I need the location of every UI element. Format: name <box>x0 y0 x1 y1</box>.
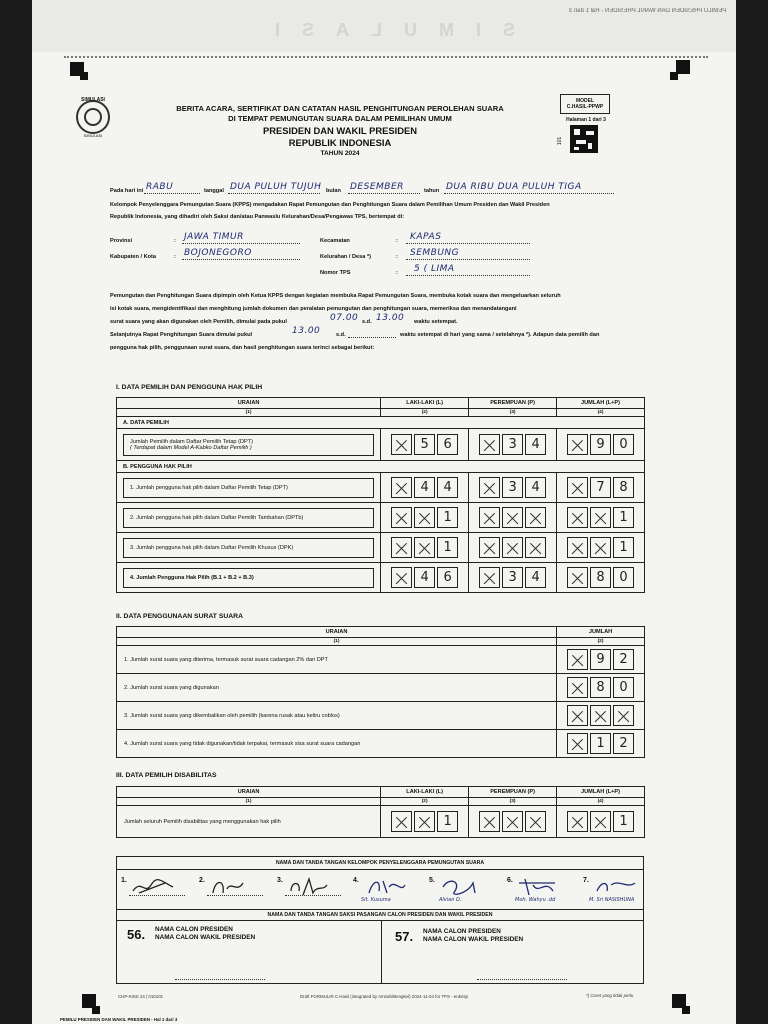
signature-icon <box>131 877 175 897</box>
body-line-3b: waktu setempat. <box>414 319 458 325</box>
digit-box: 8 <box>613 477 634 498</box>
digit-box: 4 <box>414 477 435 498</box>
sd-2: s.d. <box>336 332 346 338</box>
crossed-box <box>479 567 500 588</box>
candidate-1-vice: NAMA CALON WAKIL PRESIDEN <box>155 934 256 941</box>
crossed-box <box>567 434 588 455</box>
col-uraian: URAIAN <box>117 398 381 409</box>
digit-box: 4 <box>525 434 546 455</box>
digit-box: 3 <box>502 477 523 498</box>
crossed-box <box>525 507 546 528</box>
b3-row-label: 3. Jumlah pengguna hak pilih dalam Daftar Pemilih Khusus (DPK) <box>123 538 374 558</box>
box-group <box>469 809 556 834</box>
crossed-box <box>567 507 588 528</box>
registration-mark <box>682 1006 690 1014</box>
crossed-box <box>590 507 611 528</box>
crossed-box <box>613 705 634 726</box>
logo-top-text: SIMULASI <box>81 97 105 103</box>
box-group <box>381 432 468 457</box>
body-line-1: Pemungutan dan Penghitungan Suara dipimpin oleh Ketua KPPS dengan kegiatan membuka Rapat Pemungutan Suara, membuka kotak suara dan mengeluarkan seluruh <box>110 293 561 299</box>
group-b-title: B. PENGGUNA HAK PILIH <box>117 461 645 473</box>
header-line-2: DI TEMPAT PEMUNGUTAN SUARA DALAM PEMILIHAN UMUM <box>228 114 452 123</box>
crossed-box <box>590 537 611 558</box>
crossed-box <box>414 811 435 832</box>
digit-box: 4 <box>525 477 546 498</box>
box-group <box>469 535 556 560</box>
col-perempuan: PEREMPUAN (P) <box>469 398 557 409</box>
digit-box: 3 <box>502 434 523 455</box>
col-uraian: URAIAN <box>117 787 381 798</box>
box-group <box>469 505 556 530</box>
box-group <box>557 535 644 560</box>
bulan-value: DESEMBER <box>350 182 404 192</box>
box-group <box>469 565 556 590</box>
crossed-box <box>567 733 588 754</box>
logo-bottom-text: SIMULASI <box>83 133 103 138</box>
crossed-box <box>391 477 412 498</box>
box-group <box>557 703 644 728</box>
body-line-5: pengguna hak pilih, penggunaan surat suara, dan hasil penghitungan suara terinci sebagai berikut: <box>110 345 375 351</box>
tahun-value: DUA RIBU DUA PULUH TIGA <box>446 182 582 192</box>
header-line-1: BERITA ACARA, SERTIFIKAT DAN CATATAN HASIL PENGHITUNGAN PEROLEHAN SUARA <box>176 104 504 113</box>
registration-mark <box>80 72 88 80</box>
qr-number: 101 <box>557 136 564 146</box>
signer-number: 1. <box>121 877 127 884</box>
digit-box: 9 <box>590 434 611 455</box>
ballot-usage-table: URAIAN JUMLAH (1) (2) 1. Jumlah surat suara yang diterima, termasuk surat suara cadangan 2% dari DPT 9 2 2. Jumlah surat suara yang digunakan 8 0 3. Jumlah surat suara yang dikembalikan oleh pemilih (karena rusak atau keliru coblos) 4. Jumlah surat suara yang tidak digunakan/tidak terpakai, termasuk sisa surat suara cadangan 1 2 <box>116 626 645 758</box>
signature-icon <box>515 877 559 897</box>
crossed-box <box>590 705 611 726</box>
crossed-box <box>479 434 500 455</box>
digit-box: 4 <box>525 567 546 588</box>
hari-value: RABU <box>146 182 174 192</box>
signer-number: 6. <box>507 877 513 884</box>
digit-box: 5 <box>414 434 435 455</box>
body-line-4b: waktu setempat di hari yang sama / setelahnya *). Adapun data pemilih dan <box>400 332 600 338</box>
body-line-2: isi kotak suara, mengidentifikasi dan menghitung jumlah dokumen dan peralatan pemungutan dan penghitungan suara, memeriksa dan menandatangani <box>110 306 517 312</box>
group-a-title: A. DATA PEMILIH <box>117 417 645 429</box>
disability-row-label: Jumlah seluruh Pemilih disabilitas yang menggunakan hak pilih <box>117 806 381 838</box>
crossed-box <box>502 811 523 832</box>
col-jumlah: JUMLAH <box>557 627 645 638</box>
box-group <box>381 505 468 530</box>
section-3-title: III. DATA PEMILIH DISABILITAS <box>116 772 217 779</box>
b2-row-label: 2. Jumlah pengguna hak pilih dalam Daftar Pemilih Tambahan (DPTb) <box>123 508 374 528</box>
ballot-row-1-label: 1. Jumlah surat suara yang diterima, termasuk surat suara cadangan 2% dari DPT <box>117 646 557 674</box>
digit-box: 3 <box>502 567 523 588</box>
digit-box: 1 <box>613 507 634 528</box>
signer-number: 5. <box>429 877 435 884</box>
box-group <box>557 432 644 457</box>
kelurahan-label: Kelurahan / Desa *) <box>320 254 371 260</box>
crossed-box <box>567 677 588 698</box>
header-line-5: TAHUN 2024 <box>320 150 360 157</box>
provinsi-label: Provinsi <box>110 238 133 244</box>
bulan-label: bulan <box>326 188 341 194</box>
ballot-row-3-label: 3. Jumlah surat suara yang dikembalikan oleh pemilih (karena rusak atau keliru coblos) <box>117 702 557 730</box>
crossed-box <box>414 507 435 528</box>
candidate-1-president: NAMA CALON PRESIDEN <box>155 926 233 933</box>
crossed-box <box>391 811 412 832</box>
crossed-box <box>567 477 588 498</box>
crossed-box <box>567 567 588 588</box>
tps-label: Nomor TPS <box>320 270 351 276</box>
signer-name: Moh. Wahyu .dd <box>515 897 556 903</box>
box-group <box>557 731 644 756</box>
signer-number: 3. <box>277 877 283 884</box>
crossed-box <box>391 507 412 528</box>
kpu-logo-icon <box>76 97 110 138</box>
digit-box: 4 <box>414 567 435 588</box>
col-laki: LAKI-LAKI (L) <box>381 787 469 798</box>
digit-box: 6 <box>437 567 458 588</box>
body-line-3a: surat suara yang akan digunakan oleh Pemilih, dimulai pada pukul <box>110 319 287 325</box>
signer-number: 2. <box>199 877 205 884</box>
kelurahan-value: SEMBUNG <box>410 248 460 258</box>
digit-box: 4 <box>437 477 458 498</box>
kecamatan-value: KAPAS <box>410 232 442 242</box>
model-code: C.HASIL-PPWP <box>566 104 604 110</box>
kecamatan-label: Kecamatan <box>320 238 350 244</box>
digit-box: 0 <box>613 434 634 455</box>
box-group <box>381 809 468 834</box>
digit-box: 1 <box>590 733 611 754</box>
box-group <box>557 647 644 672</box>
candidate-1-number: 56. <box>127 927 146 942</box>
digit-box: 8 <box>590 677 611 698</box>
start-time-2: 13.00 <box>292 326 321 336</box>
candidate-2-number: 57. <box>395 929 414 944</box>
provinsi-value: JAWA TIMUR <box>184 232 244 242</box>
tanggal-label: tanggal <box>204 188 224 194</box>
tps-value: 5 ( LIMA <box>414 264 455 274</box>
signature-section <box>116 856 644 984</box>
section-1-title: I. DATA PEMILIH DAN PENGGUNA HAK PILIH <box>116 384 263 391</box>
crossed-box <box>525 537 546 558</box>
section-2-title: II. DATA PENGGUNAAN SURAT SUARA <box>116 613 243 620</box>
sd-1: s.d. <box>362 319 372 325</box>
ballot-row-4-label: 4. Jumlah surat suara yang tidak digunakan/tidak terpakai, termasuk sisa surat suara cadangan <box>117 730 557 758</box>
footer-code: CHP-KISS 24 | 010101 <box>118 994 164 999</box>
crossed-box <box>502 507 523 528</box>
digit-box: 1 <box>437 811 458 832</box>
registration-mark <box>676 60 690 74</box>
cut-line <box>64 56 708 58</box>
ballot-row-2-label: 2. Jumlah surat suara yang digunakan <box>117 674 557 702</box>
digit-box: 1 <box>437 507 458 528</box>
digit-box: 0 <box>613 567 634 588</box>
digit-box: 1 <box>613 811 634 832</box>
crossed-box <box>479 477 500 498</box>
digit-box: 0 <box>613 677 634 698</box>
kabupaten-value: BOJONEGORO <box>184 248 252 258</box>
box-group <box>557 809 644 834</box>
top-bar <box>32 0 736 52</box>
crossed-box <box>391 537 412 558</box>
registration-mark <box>670 72 678 80</box>
signer-name: Sit. Kusuma <box>361 897 391 903</box>
digit-box: 9 <box>590 649 611 670</box>
box-group <box>557 505 644 530</box>
signer-name: M. Sri NASISHUNA <box>589 897 635 903</box>
crossed-box <box>502 537 523 558</box>
crossed-box <box>567 811 588 832</box>
signer-name: Alvian D. <box>439 897 462 903</box>
crossed-box <box>479 811 500 832</box>
digit-box: 6 <box>437 434 458 455</box>
kabupaten-label: Kabupaten / Kota <box>110 254 156 260</box>
box-group <box>381 475 468 500</box>
crossed-box <box>567 537 588 558</box>
header-line-3: PRESIDEN DAN WAKIL PRESIDEN <box>262 125 417 136</box>
model-label: MODEL <box>575 98 595 104</box>
crossed-box <box>391 567 412 588</box>
intro-paragraph-1: Kelompok Penyelenggara Pemungutan Suara (KPPS) mengadakan Rapat Pemungutan dan Penghitungan Suara dalam Pemilihan Umum Presiden dan Wakil Presiden <box>110 202 550 208</box>
voter-data-table: URAIAN LAKI-LAKI (L) PEREMPUAN (P) JUMLAH (L+P) (1) (2) (3) (4) A. DATA PEMILIH Jumlah Pemilih dalam Daftar Pemilih Tetap (DPT) ( Terdapat dalam Model A-Kabko Daftar Pemilih ) 5 6 3 4 9 0 B. PENGGUNA HAK PILIH 1. Jumlah pengguna hak pilih dalam Daftar Pemilih Tetap (DPT) 4 4 3 4 7 8 2. Jumlah pengguna hak pilih dalam Daftar Pemilih Tambahan (DPTb) 1 1 3. Jumlah pengguna hak pilih dalam Daftar Pemilih Khusus (DPK) 1 1 4. Jumlah Pengguna Hak Pilih (B.1 + B.2 + B.3) 4 6 3 4 8 0 <box>116 397 645 593</box>
digit-box: 7 <box>590 477 611 498</box>
tanggal-value: DUA PULUH TUJUH <box>230 182 322 192</box>
model-box <box>560 94 610 114</box>
col-jumlah: JUMLAH (L+P) <box>557 787 645 798</box>
footer-center: Draft FORMULIR C.Hasil (integrated by Amirah/Bengkel) 2024-11-04 for TPS - enkrisp <box>300 994 468 999</box>
box-group <box>557 565 644 590</box>
qr-code-icon <box>570 125 598 153</box>
candidate-2-president: NAMA CALON PRESIDEN <box>423 928 501 935</box>
box-group <box>469 475 556 500</box>
watermark-text: SIMULASI <box>253 20 516 40</box>
crossed-box <box>567 649 588 670</box>
hari-label: Pada hari ini <box>110 188 144 194</box>
end-time-1: 13.00 <box>376 313 405 323</box>
dpt-row-label: Jumlah Pemilih dalam Daftar Pemilih Tetap (DPT) ( Terdapat dalam Model A-Kabko Daftar Pemilih ) <box>123 434 374 456</box>
digit-box: 1 <box>613 537 634 558</box>
box-group <box>381 565 468 590</box>
kpps-signature-title: NAMA DAN TANDA TANGAN KELOMPOK PENYELENGGARA PEMUNGUTAN SUARA <box>275 860 485 866</box>
col-jumlah: JUMLAH (L+P) <box>557 398 645 409</box>
crossed-box <box>414 537 435 558</box>
crossed-box <box>479 537 500 558</box>
registration-mark <box>92 1006 100 1014</box>
signature-icon <box>209 877 253 897</box>
crossed-box <box>479 507 500 528</box>
body-line-4a: Selanjutnya Rapat Penghitungan Suara dimulai pukul <box>110 332 253 338</box>
box-group <box>469 432 556 457</box>
page-indicator: Halaman 1 dari 3 <box>566 117 606 123</box>
signer-number: 4. <box>353 877 359 884</box>
intro-paragraph-2: Republik Indonesia, yang dihadiri oleh Saksi dan/atau Panwaslu Kelurahan/Desa/Pengawas TPS, bertempat di: <box>110 214 405 220</box>
tahun-label: tahun <box>424 188 440 194</box>
signature-icon <box>363 877 407 897</box>
start-time-1: 07.00 <box>330 313 359 323</box>
crossed-box <box>567 705 588 726</box>
crossed-box <box>525 811 546 832</box>
box-group <box>557 475 644 500</box>
digit-box: 2 <box>613 733 634 754</box>
signature-icon <box>593 877 637 897</box>
header-line-4: REPUBLIK INDONESIA <box>288 137 392 148</box>
signer-number: 7. <box>583 877 589 884</box>
crossed-box <box>391 434 412 455</box>
b1-row-label: 1. Jumlah pengguna hak pilih dalam Daftar Pemilih Tetap (DPT) <box>123 478 374 498</box>
box-group <box>381 535 468 560</box>
candidate-2-vice: NAMA CALON WAKIL PRESIDEN <box>423 936 524 943</box>
col-laki: LAKI-LAKI (L) <box>381 398 469 409</box>
signature-icon <box>439 877 483 897</box>
box-group <box>557 675 644 700</box>
crossed-box <box>590 811 611 832</box>
digit-box: 2 <box>613 649 634 670</box>
mirrored-header-text: PEMILU PRESIDEN DAN WAKIL PRESIDEN - Hal 1 dari 3 <box>568 8 726 14</box>
b4-row-label: 4. Jumlah Pengguna Hak Pilih (B.1 + B.2 + B.3) <box>123 568 374 588</box>
digit-box: 8 <box>590 567 611 588</box>
digit-box: 1 <box>437 537 458 558</box>
footer-note: *) Coret yang tidak perlu <box>586 993 634 998</box>
footer-bottom: PEMILU PRESIDEN DAN WAKIL PRESIDEN - Hal 1 dari 3 <box>56 1016 181 1023</box>
signature-icon <box>287 877 331 897</box>
col-uraian: URAIAN <box>117 627 557 638</box>
saksi-signature-title: NAMA DAN TANDA TANGAN SAKSI PASANGAN CALON PRESIDEN DAN WAKIL PRESIDEN <box>267 912 493 918</box>
col-perempuan: PEREMPUAN (P) <box>469 787 557 798</box>
disability-table: URAIAN LAKI-LAKI (L) PEREMPUAN (P) JUMLAH (L+P) (1) (2) (3) (4) Jumlah seluruh Pemilih disabilitas yang menggunakan hak pilih 1 1 <box>116 786 645 838</box>
